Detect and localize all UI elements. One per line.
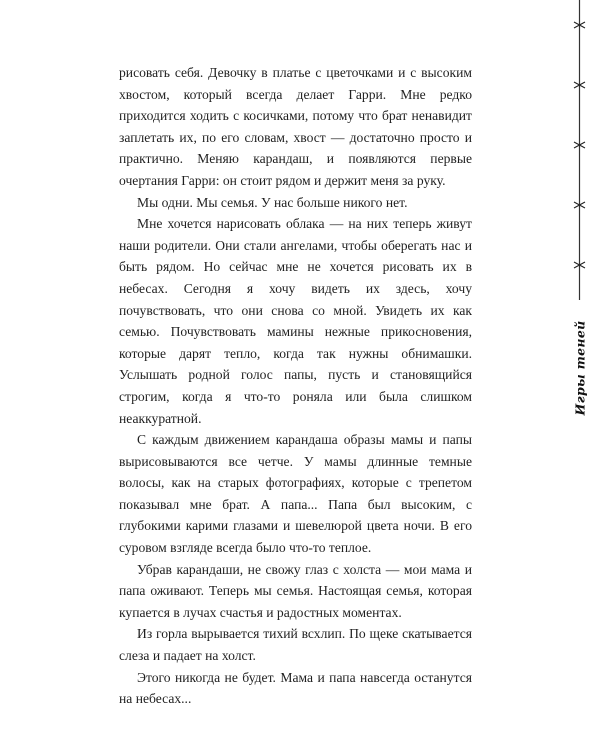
barbed-wire-barbs-icon bbox=[571, 0, 588, 300]
paragraph-7: Этого никогда не будет. Мама и папа навсегда останутся на небесах... bbox=[119, 669, 472, 707]
paragraph-1: рисовать себя. Девочку в платье с цветочками и с высоким хвостом, который всегда делает Гарри. Мне редко приходится ходить с косичками, потому что брат ненавидит заплетать их, по его словам, хвост — достаточно просто и практично. Меняю карандаш, и появляются первые очертания Гарри: он стоит рядом и держит меня за руку. bbox=[119, 65, 472, 188]
running-title-text: Игры теней bbox=[572, 320, 588, 416]
running-title bbox=[568, 318, 592, 418]
body-text bbox=[119, 62, 472, 710]
paragraph-5: Убрав карандаши, не свожу глаз с холста — мои мама и папа оживают. Теперь мы семья. Настоящая семья, которая купается в лучах счастья и радостных моментах. bbox=[119, 561, 472, 620]
paragraph-4: С каждым движением карандаша образы мамы и папы вырисовываются все четче. У мамы длинные темные волосы, как на старых фотографиях, которые с трепетом показывал мне брат. А папа... Папа был высоким, с глубокими карими глазами и шевелюрой цвета ночи. В его суровом взгляде всегда было что-то теплое. bbox=[119, 432, 472, 556]
paragraph-3: Мне хочется нарисовать облака — на них теперь живут наши родители. Они стали ангелами, чтобы оберегать нас и быть рядом. Но сейчас мне не хочется рисовать их в небесах. Сегодня я хочу видеть их здесь, хочу почувствовать, что они снова со мной. Увидеть их как семью. Почувствовать мамины нежные прикосновения, которые дарят тепло, когда так нужны обнимашки. Услышать родной голос папы, пусть и становящийся строгим, когда я что-то роняла или была слишком неаккуратной. bbox=[119, 216, 472, 426]
paragraph-6: Из горла вырывается тихий всхлип. По щеке скатывается слеза и падает на холст. bbox=[119, 626, 472, 664]
paragraph-2: Мы одни. Мы семья. У нас больше никого нет. bbox=[137, 194, 408, 210]
running-head bbox=[562, 0, 596, 420]
